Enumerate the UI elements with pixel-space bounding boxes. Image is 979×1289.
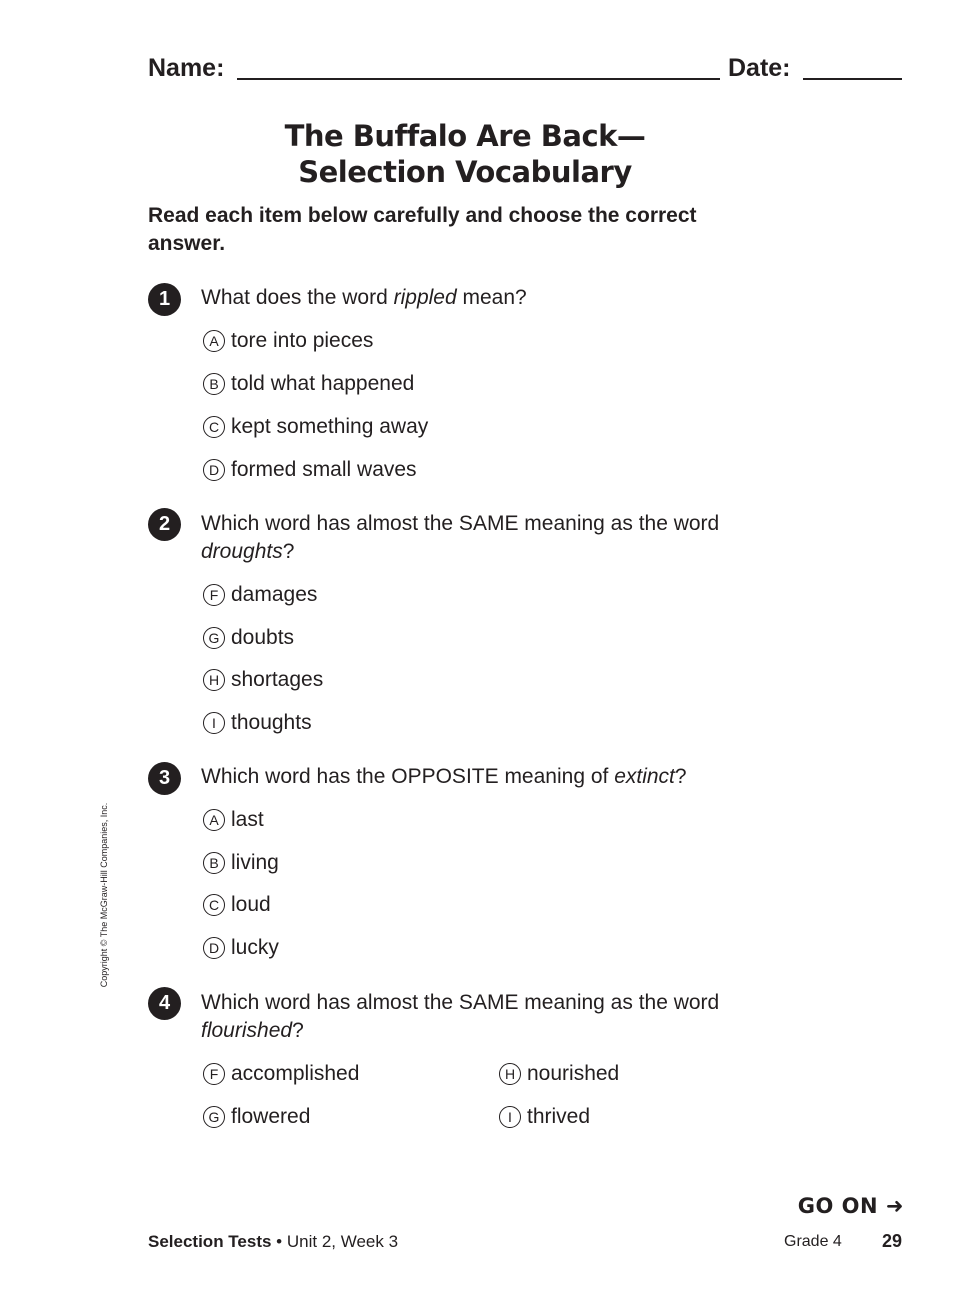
question-text: Which word has the OPPOSITE meaning of extinct?	[201, 765, 687, 788]
answer-option[interactable]: B told what happened	[203, 370, 414, 398]
answer-bubble[interactable]: H	[499, 1063, 521, 1085]
answer-bubble[interactable]: B	[203, 373, 225, 395]
question-text: Which word has almost the SAME meaning as the word flourished?	[201, 991, 720, 1042]
answer-option[interactable]: D lucky	[203, 934, 279, 962]
answer-option[interactable]: H nourished	[499, 1060, 619, 1088]
answer-option[interactable]: C loud	[203, 891, 271, 919]
footer-series: Selection Tests • Unit 2, Week 3	[148, 1232, 399, 1251]
answer-bubble[interactable]: A	[203, 330, 225, 352]
date-label: Date:	[728, 54, 791, 82]
copyright-notice: Copyright © The McGraw-Hill Companies, Inc.	[99, 802, 109, 988]
answer-bubble[interactable]: C	[203, 416, 225, 438]
answer-option[interactable]: C kept something away	[203, 413, 428, 441]
answer-option[interactable]: H shortages	[203, 666, 323, 694]
answer-bubble[interactable]: G	[203, 1106, 225, 1128]
question-number: 2	[148, 508, 181, 541]
question-text: Which word has almost the SAME meaning as the word droughts?	[201, 512, 720, 563]
answer-option[interactable]: G doubts	[203, 624, 294, 652]
answer-bubble[interactable]: G	[203, 627, 225, 649]
answer-option[interactable]: A tore into pieces	[203, 327, 373, 355]
answer-bubble[interactable]: I	[203, 712, 225, 734]
footer-grade: Grade 4	[784, 1233, 842, 1250]
answer-bubble[interactable]: I	[499, 1106, 521, 1128]
answer-bubble[interactable]: F	[203, 1063, 225, 1085]
go-on-label: GO ON ➜	[797, 1194, 904, 1218]
answer-option[interactable]: I thoughts	[203, 709, 312, 737]
answer-option[interactable]: G flowered	[203, 1103, 310, 1131]
answer-bubble[interactable]: D	[203, 937, 225, 959]
answer-bubble[interactable]: H	[203, 669, 225, 691]
instructions: Read each item below carefully and choose the correct answer.	[148, 204, 697, 255]
answer-option[interactable]: F damages	[203, 581, 317, 609]
answer-option[interactable]: A last	[203, 806, 264, 834]
date-field[interactable]	[803, 78, 902, 80]
question-number: 4	[148, 987, 181, 1020]
page-number: 29	[882, 1231, 903, 1251]
answer-bubble[interactable]: B	[203, 852, 225, 874]
answer-bubble[interactable]: C	[203, 894, 225, 916]
answer-bubble[interactable]: F	[203, 584, 225, 606]
name-field[interactable]	[237, 78, 720, 80]
question-number: 1	[148, 283, 181, 316]
answer-bubble[interactable]: A	[203, 809, 225, 831]
title-line-2: Selection Vocabulary	[298, 155, 632, 189]
page-title	[150, 118, 780, 190]
answer-option[interactable]: B living	[203, 849, 279, 877]
answer-bubble[interactable]: D	[203, 459, 225, 481]
title-line-1: The Buffalo Are Back—	[284, 119, 646, 153]
name-label: Name:	[148, 54, 225, 82]
question-text: What does the word rippled mean?	[201, 286, 527, 309]
question-number: 3	[148, 762, 181, 795]
answer-option[interactable]: D formed small waves	[203, 456, 417, 484]
answer-option[interactable]: I thrived	[499, 1103, 590, 1131]
answer-option[interactable]: F accomplished	[203, 1060, 359, 1088]
